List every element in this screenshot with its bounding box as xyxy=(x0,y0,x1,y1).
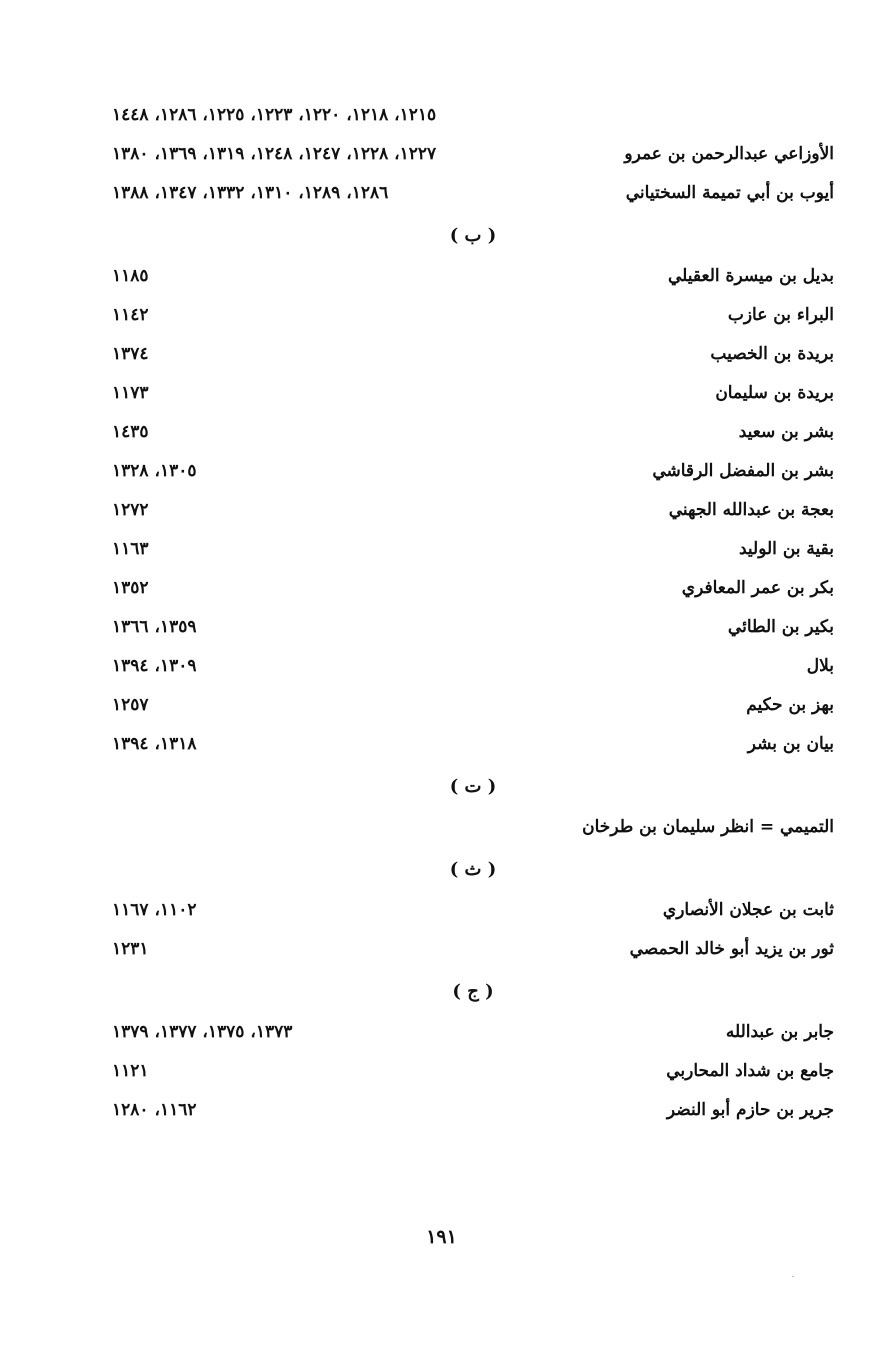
reference-numbers: ١٣٧٣، ١٣٧٥، ١٣٧٧، ١٣٧٩ xyxy=(112,1022,293,1042)
reference-numbers: ١٢٢٧، ١٢٢٨، ١٢٤٧، ١٢٤٨، ١٣١٩، ١٣٦٩، ١٣٨٠ xyxy=(112,144,437,164)
index-row xyxy=(112,96,834,135)
narrator-name: جرير بن حازم أبو النضر xyxy=(666,1100,834,1120)
reference-numbers: ١٢٣١ xyxy=(112,939,149,959)
reference-numbers: ١١٧٣ xyxy=(112,383,149,403)
reference-numbers: ١٢١٥، ١٢١٨، ١٢٢٠، ١٢٢٣، ١٢٢٥، ١٢٨٦، ١٤٤٨ xyxy=(112,105,437,125)
section-heading-tha: ( ث ) xyxy=(449,858,497,880)
index-row xyxy=(112,296,834,335)
narrator-name: بريدة بن الخصيب xyxy=(710,344,834,364)
reference-numbers: ١٢٧٢ xyxy=(112,500,149,520)
narrator-name: بلال xyxy=(806,656,834,676)
reference-numbers: ١٣٠٩، ١٣٩٤ xyxy=(112,656,197,676)
narrator-name: جابر بن عبدالله xyxy=(725,1022,834,1042)
reference-numbers: ١١٢١ xyxy=(112,1061,149,1081)
index-row xyxy=(112,725,834,764)
index-row xyxy=(112,1091,834,1130)
index-row xyxy=(112,257,834,296)
section-heading-jim: ( ج ) xyxy=(452,980,494,1002)
reference-numbers: ١٤٣٥ xyxy=(112,422,149,442)
reference-numbers: ١٣٧٤ xyxy=(112,344,149,364)
section-heading-ba: ( ب ) xyxy=(449,224,497,246)
reference-numbers: ١٣١٨، ١٣٩٤ xyxy=(112,734,197,754)
reference-numbers: ١٣٥٩، ١٣٦٦ xyxy=(112,617,197,637)
narrator-name: أيوب بن أبي تميمة السختياني xyxy=(625,183,834,203)
narrator-name: بهز بن حكيم xyxy=(746,695,834,715)
index-row xyxy=(112,135,834,174)
reference-numbers: ١٣٠٥، ١٣٢٨ xyxy=(112,461,197,481)
scan-speck xyxy=(792,1276,794,1277)
reference-numbers: ١٣٥٢ xyxy=(112,578,149,598)
narrator-name: بشر بن المفضل الرقاشي xyxy=(652,461,834,481)
narrator-name: بقية بن الوليد xyxy=(738,539,834,559)
index-row xyxy=(112,335,834,374)
index-row xyxy=(112,569,834,608)
narrator-name: بشر بن سعيد xyxy=(738,422,834,442)
narrator-name: ثابت بن عجلان الأنصاري xyxy=(662,900,834,920)
narrator-name: بكر بن عمر المعافري xyxy=(681,578,834,598)
index-row xyxy=(112,174,834,213)
reference-numbers: ١١٨٥ xyxy=(112,266,149,286)
index-row xyxy=(112,1013,834,1052)
index-row xyxy=(112,1052,834,1091)
narrator-name: الأوزاعي عبدالرحمن بن عمرو xyxy=(624,144,834,164)
narrator-name: بكير بن الطائي xyxy=(727,617,834,637)
index-row xyxy=(112,413,834,452)
section-heading-ta: ( ت ) xyxy=(449,775,497,797)
index-row xyxy=(112,891,834,930)
index-row xyxy=(112,647,834,686)
narrator-name: ثور بن يزيد أبو خالد الحمصي xyxy=(629,939,834,959)
narrator-name: بريدة بن سليمان xyxy=(715,383,834,403)
index-row xyxy=(112,608,834,647)
index-row xyxy=(112,530,834,569)
reference-numbers: ١٢٨٦، ١٢٨٩، ١٣١٠، ١٣٣٢، ١٣٤٧، ١٣٨٨ xyxy=(112,183,389,203)
cross-reference-row xyxy=(112,808,834,847)
narrator-name: جامع بن شداد المحاربي xyxy=(666,1061,834,1081)
cross-reference: التميمي = انظر سليمان بن طرخان xyxy=(582,817,834,837)
page-number: ١٩١ xyxy=(426,1226,457,1248)
index-row xyxy=(112,930,834,969)
narrator-name: بيان بن بشر xyxy=(747,734,834,754)
index-row xyxy=(112,686,834,725)
reference-numbers: ١٢٥٧ xyxy=(112,695,149,715)
narrator-name: بعجة بن عبدالله الجهني xyxy=(668,500,834,520)
index-row xyxy=(112,452,834,491)
index-row xyxy=(112,491,834,530)
reference-numbers: ١١٠٢، ١١٦٧ xyxy=(112,900,197,920)
reference-numbers: ١١٤٢ xyxy=(112,305,149,325)
narrator-name: بديل بن ميسرة العقيلي xyxy=(667,266,834,286)
index-row xyxy=(112,374,834,413)
reference-numbers: ١١٦٣ xyxy=(112,539,149,559)
reference-numbers: ١١٦٢، ١٢٨٠ xyxy=(112,1100,197,1120)
name-index xyxy=(112,96,834,1130)
narrator-name: البراء بن عازب xyxy=(727,305,834,325)
